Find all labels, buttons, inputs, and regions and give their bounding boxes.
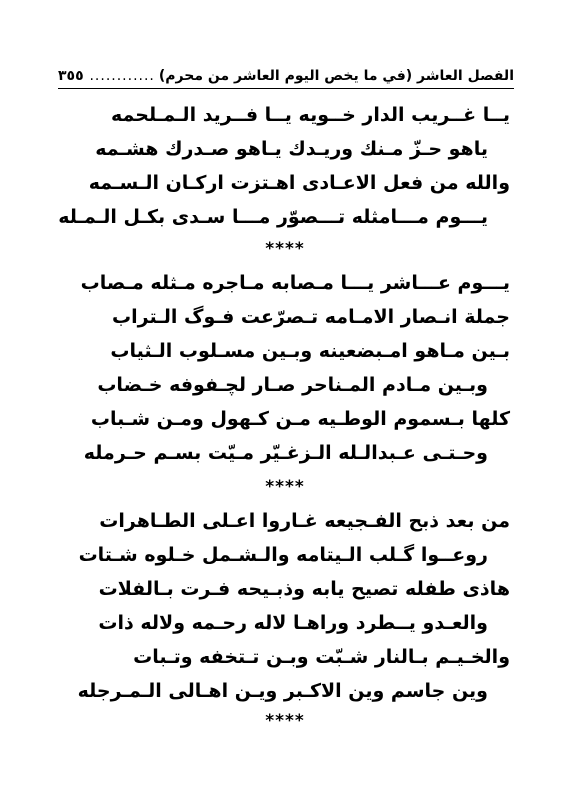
verse-line: وحـتـى عـبدالـله الـزغـيّر مـيّت بسـم حـرمله xyxy=(83,442,488,464)
page-number: ٣٥٥ xyxy=(58,68,84,84)
leader-dots xyxy=(88,68,155,84)
verse-line: والله من فعل الاعـادى اهـتزت اركـان الـسـمه xyxy=(88,172,510,194)
stanza-separator: **** xyxy=(265,477,305,497)
verse-line: ياهو حـزّ مـنك وريـدك يـاهو صـدرك هشـمه xyxy=(95,138,488,160)
verse-line: بـين مـاهو امـبضعينه وبـين مسـلوب الـثياب xyxy=(110,340,510,362)
chapter-title: الفصل العاشر (في ما يخص اليوم العاشر من محرم) xyxy=(158,68,514,84)
verse-line: كلها بـسموم الوطـيه مـن كـهول ومـن شـباب xyxy=(90,408,510,430)
verse-line: من بعد ذبح الفـجيعه غـاروا اعـلى الطـاهرات xyxy=(99,510,510,532)
verse-line: والخـيـم بـالنار شـبّت وبـن تـتخفه وتـبات xyxy=(133,646,510,668)
verse-line: يــا غــريب الدار خــويه يــا فــريد الـمـلحمه xyxy=(111,104,510,126)
verse-line: والعـدو يــطرد وراهـا لاله رحـمه ولاله ذات xyxy=(98,612,488,634)
verse-line: يـــوم مـــامثله تـــصوّر مـــا سـدى بكـل الـمـله xyxy=(58,206,488,228)
verse-line: جملة انـصار الامـامه تـصرّعت فـوگ الـتراب xyxy=(112,306,510,328)
running-header xyxy=(58,60,514,84)
stanza-separator: **** xyxy=(265,711,305,731)
verse-line: يـــوم عـــاشر يـــا مـصابه مـاجره مـثله مـصاب xyxy=(80,272,510,294)
verse-line: وين جاسم وين الاكـبر ويـن اهـالى الـمـرجله xyxy=(77,680,488,702)
stanza-separator: **** xyxy=(265,239,305,259)
verse-line: روعــوا گـلب الـيتامه والـشـمل خـلوه شـتات xyxy=(78,544,488,566)
verse-line: وبـين مـادم المـناحر صـار لچـفوفه خـضاب xyxy=(97,374,488,396)
verse-line: هاذى طفله تصيح يابه وذبـيحه فـرت بـالفلات xyxy=(98,578,510,600)
header-rule xyxy=(58,88,514,89)
